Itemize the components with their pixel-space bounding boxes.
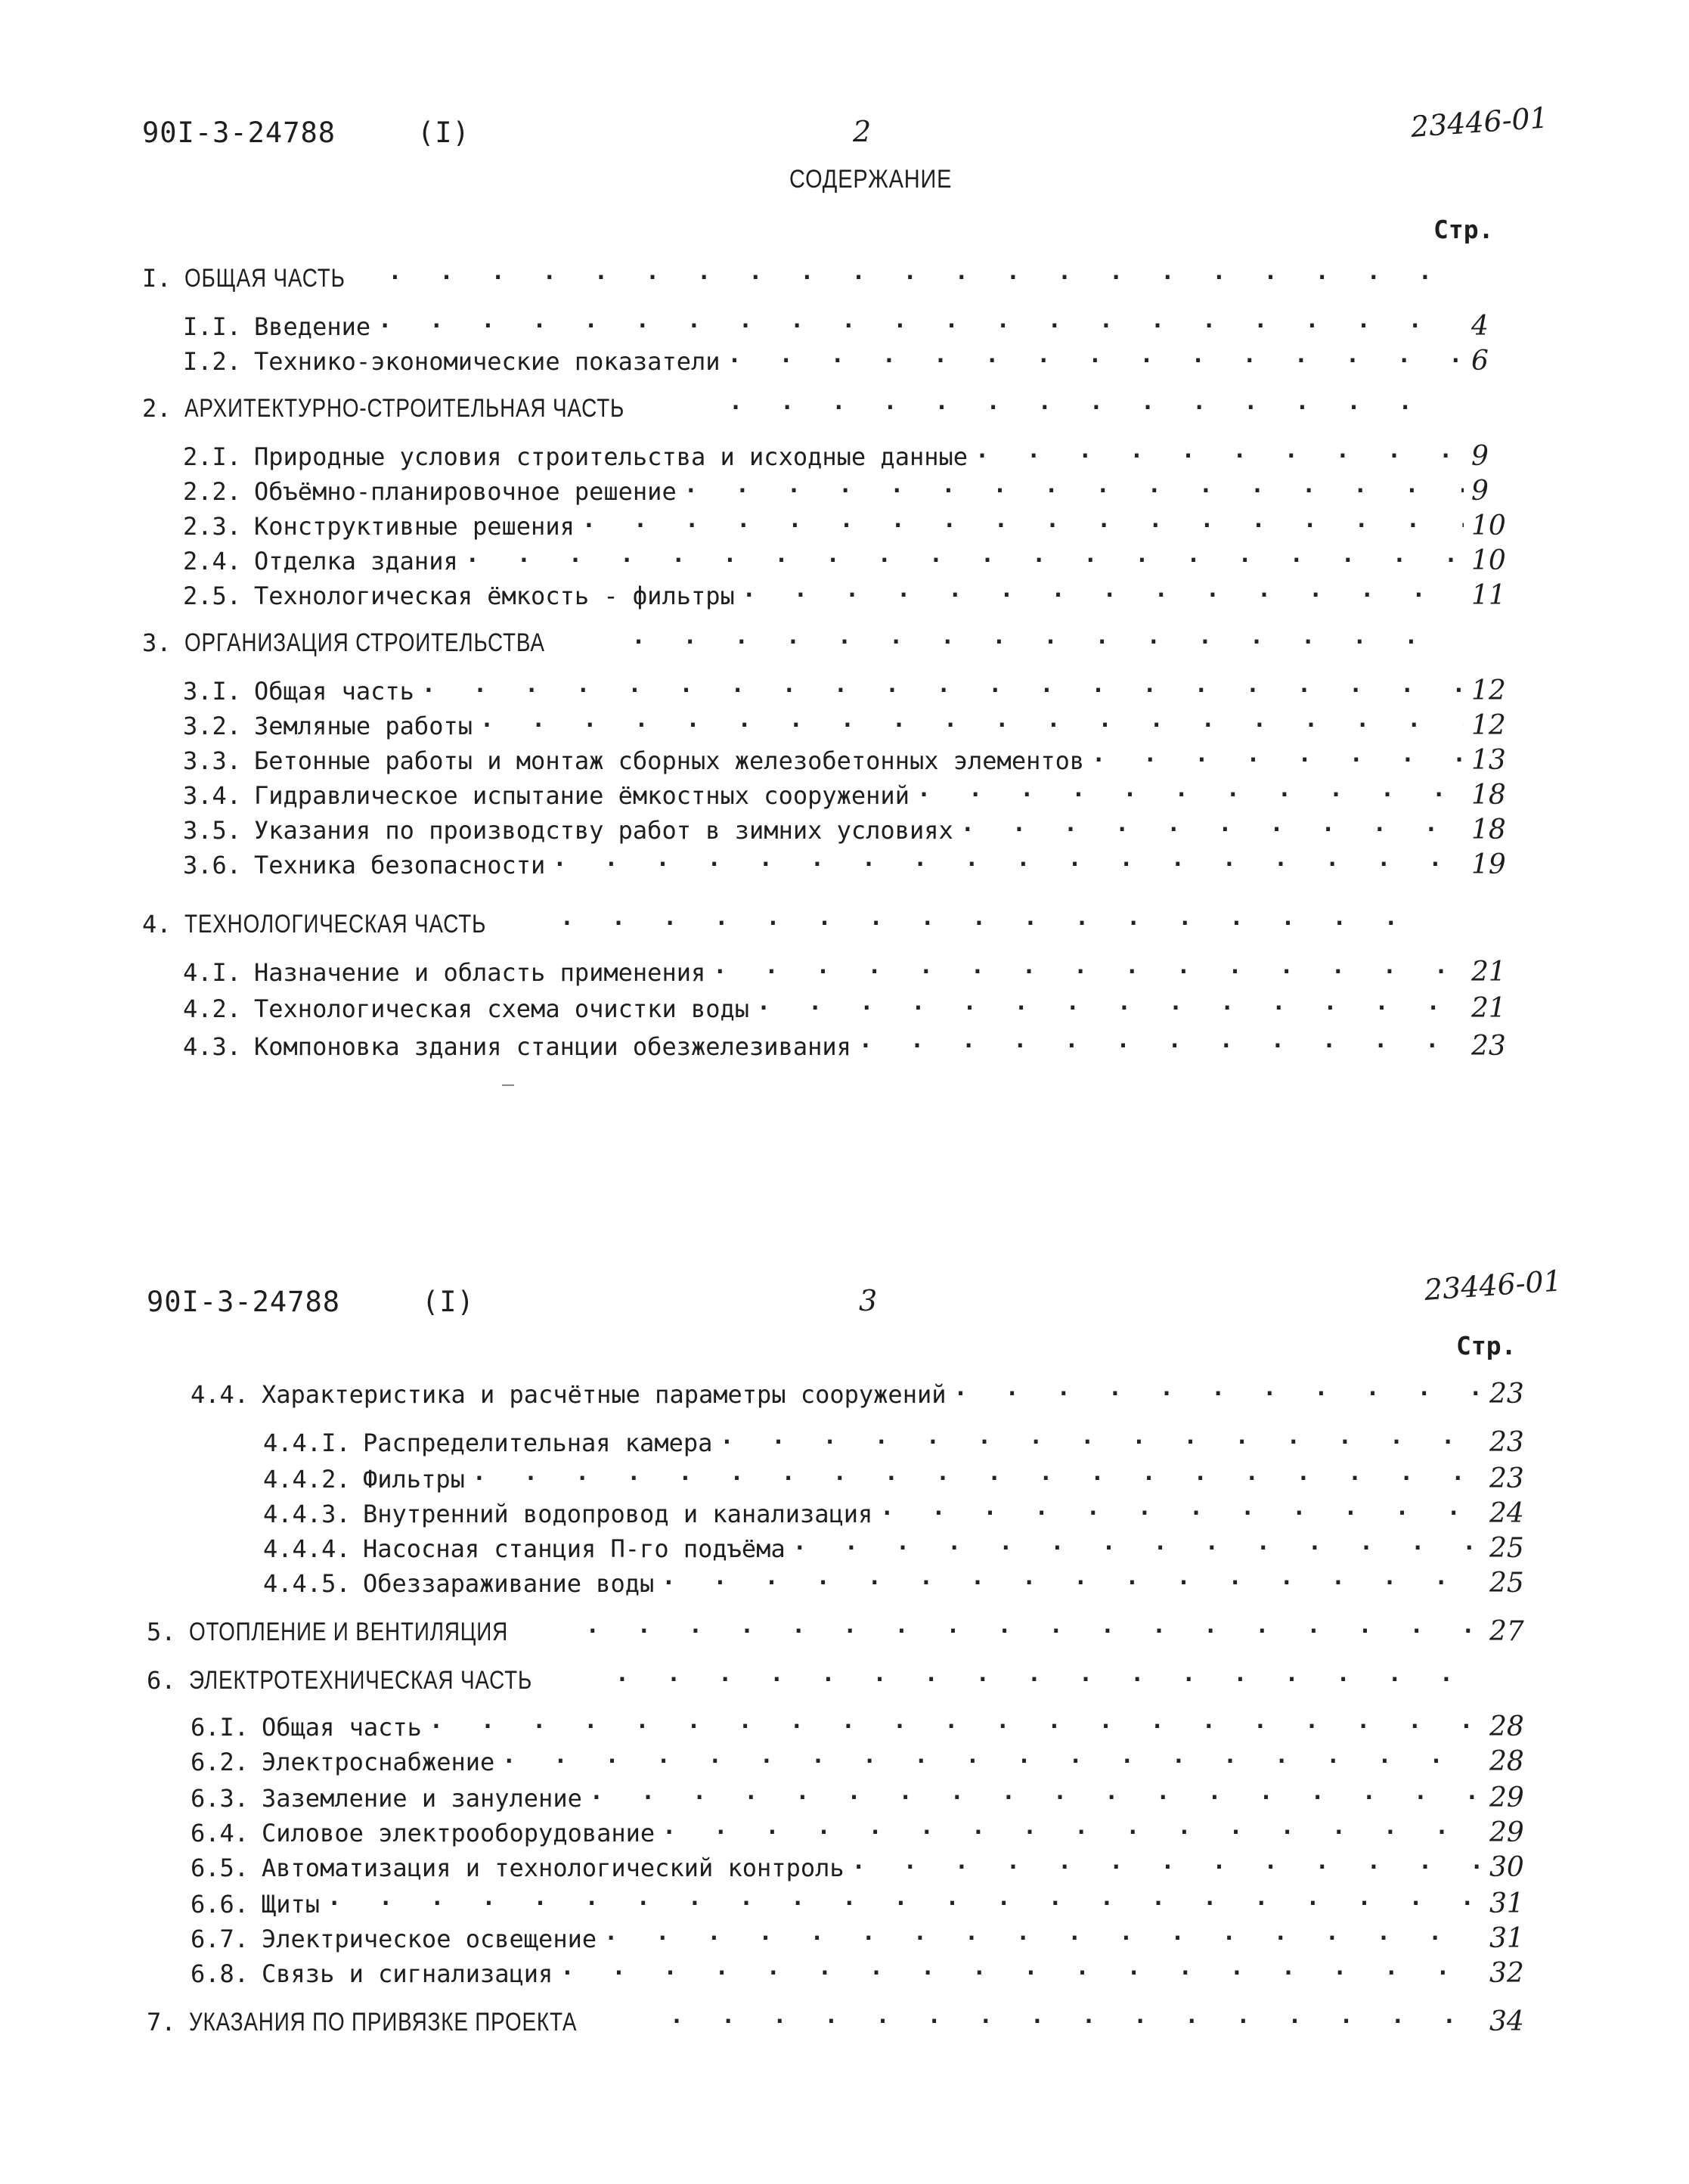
doc-code: 90I-3-24788 bbox=[142, 116, 336, 149]
entry-number: 6.8. bbox=[191, 1959, 249, 1988]
dot-leader bbox=[859, 1030, 1464, 1063]
dot-leader bbox=[473, 1463, 1482, 1496]
entry-number: 6.5. bbox=[191, 1854, 249, 1882]
entry-page: 25 bbox=[1489, 1533, 1524, 1564]
dot-leader bbox=[662, 1567, 1482, 1600]
page-number: 2 bbox=[853, 115, 872, 148]
entry-title: Техника безопасности bbox=[254, 851, 546, 879]
dot-leader bbox=[742, 579, 1464, 613]
entry-number: 3.5. bbox=[183, 816, 242, 845]
toc-entry bbox=[191, 1888, 1523, 1921]
entry-number: 5. bbox=[147, 1618, 176, 1646]
toc-entry bbox=[191, 1378, 1523, 1411]
toc-entry bbox=[183, 848, 1505, 882]
dot-leader bbox=[662, 1816, 1482, 1850]
entry-title: Технологическая ёмкость - фильтры bbox=[254, 582, 735, 610]
toc-entry bbox=[191, 1922, 1523, 1956]
entry-page: 31 bbox=[1489, 1888, 1524, 1919]
toc-entry bbox=[263, 1567, 1523, 1600]
entry-page: 29 bbox=[1489, 1782, 1524, 1813]
toc-section bbox=[147, 1615, 1523, 1649]
entry-page: 13 bbox=[1471, 745, 1506, 776]
page-column-label: Стр. bbox=[1456, 1331, 1517, 1360]
toc-section bbox=[142, 262, 1473, 295]
dot-leader bbox=[1092, 744, 1464, 777]
dot-leader bbox=[560, 1957, 1482, 1990]
toc-entry bbox=[263, 1532, 1523, 1565]
entry-title: Общая часть bbox=[254, 677, 414, 706]
entry-page: 24 bbox=[1489, 1498, 1524, 1529]
entry-title: Отделка здания bbox=[254, 547, 458, 575]
entry-number: 2. bbox=[142, 394, 172, 423]
handwritten-stamp: 23446-01 bbox=[1423, 1264, 1563, 1307]
entry-title: Конструктивные решения bbox=[254, 512, 575, 541]
entry-title: ОТОПЛЕНИЕ И ВЕНТИЛЯЦИЯ bbox=[189, 1618, 509, 1646]
toc-section bbox=[142, 907, 1473, 941]
toc-section bbox=[142, 626, 1473, 659]
entry-title: Связь и сигнализация bbox=[262, 1959, 553, 1988]
entry-number: 4. bbox=[142, 910, 172, 938]
scan-mark bbox=[502, 1084, 514, 1086]
entry-title: Технологическая схема очистки воды bbox=[254, 994, 750, 1023]
entry-title: Силовое электрооборудование bbox=[262, 1819, 655, 1847]
toc-section bbox=[142, 392, 1473, 425]
entry-title: УКАЗАНИЯ ПО ПРИВЯЗКЕ ПРОЕКТА bbox=[189, 2008, 578, 2037]
dot-leader bbox=[631, 626, 1432, 659]
dot-leader bbox=[615, 1664, 1482, 1697]
entry-number: 2.I. bbox=[183, 442, 242, 471]
dot-leader bbox=[560, 907, 1432, 941]
entry-title: Насосная станция П-го подъёма bbox=[363, 1534, 786, 1563]
entry-number: 6.2. bbox=[191, 1748, 249, 1776]
dot-leader bbox=[604, 1922, 1482, 1956]
toc-entry bbox=[183, 779, 1505, 812]
entry-title: Введение bbox=[254, 312, 371, 341]
dot-leader bbox=[502, 1745, 1482, 1779]
entry-number: 4.I. bbox=[183, 958, 242, 987]
entry-number: 2.5. bbox=[183, 582, 242, 610]
toc-entry bbox=[183, 1030, 1505, 1063]
dot-leader bbox=[729, 392, 1432, 425]
entry-page: 23 bbox=[1489, 1379, 1524, 1410]
dot-leader bbox=[388, 262, 1432, 295]
dot-leader bbox=[917, 779, 1464, 812]
entry-title: Электрическое освещение bbox=[262, 1925, 597, 1953]
entry-title: Бетонные работы и монтаж сборных железобетонных элементов bbox=[254, 746, 1085, 775]
dot-leader bbox=[466, 544, 1464, 578]
dot-leader bbox=[961, 814, 1464, 847]
toc-entry bbox=[183, 544, 1505, 578]
entry-number: 2.3. bbox=[183, 512, 242, 541]
toc-entry bbox=[191, 1816, 1523, 1850]
entry-number: 7. bbox=[147, 2008, 176, 2037]
entry-page: 28 bbox=[1489, 1711, 1524, 1742]
entry-title: ТЕХНОЛОГИЧЕСКАЯ ЧАСТЬ bbox=[184, 910, 487, 938]
toc-entry bbox=[191, 1851, 1523, 1885]
entry-page: 19 bbox=[1471, 849, 1506, 880]
volume-label: (I) bbox=[417, 116, 470, 149]
dot-leader bbox=[429, 1711, 1482, 1744]
entry-title: Указания по производству работ в зимних условиях bbox=[254, 816, 953, 845]
entry-page: 10 bbox=[1471, 545, 1506, 576]
entry-page: 21 bbox=[1471, 993, 1506, 1024]
entry-page: 23 bbox=[1489, 1463, 1524, 1494]
toc-section bbox=[147, 1664, 1523, 1697]
toc-entry bbox=[191, 1782, 1523, 1815]
entry-title: Гидравлическое испытание ёмкостных сооружений bbox=[254, 781, 910, 810]
entry-number: I.I. bbox=[183, 312, 242, 341]
entry-title: Технико-экономические показатели bbox=[254, 347, 721, 376]
entry-title: ЭЛЕКТРОТЕХНИЧЕСКАЯ ЧАСТЬ bbox=[189, 1666, 533, 1695]
entry-number: 6.3. bbox=[191, 1784, 249, 1813]
dot-leader bbox=[378, 310, 1464, 343]
dot-leader bbox=[553, 848, 1464, 882]
entry-number: 4.4.3. bbox=[263, 1500, 351, 1528]
toc-entry bbox=[183, 345, 1505, 378]
entry-page: 30 bbox=[1489, 1852, 1524, 1883]
entry-title: АРХИТЕКТУРНО-СТРОИТЕЛЬНАЯ ЧАСТЬ bbox=[184, 394, 625, 423]
entry-page: 23 bbox=[1471, 1031, 1506, 1062]
handwritten-stamp: 23446-01 bbox=[1409, 101, 1550, 144]
dot-leader bbox=[670, 2006, 1482, 2039]
toc-entry bbox=[183, 709, 1505, 743]
entry-number: 2.4. bbox=[183, 547, 242, 575]
toc-entry bbox=[183, 956, 1505, 989]
entry-number: 4.4.I. bbox=[263, 1429, 351, 1457]
toc-section bbox=[147, 2006, 1523, 2039]
entry-number: 3. bbox=[142, 628, 172, 657]
entry-page: 34 bbox=[1489, 2006, 1524, 2037]
toc-entry bbox=[263, 1426, 1523, 1460]
toc-entry bbox=[183, 814, 1505, 847]
dot-leader bbox=[422, 675, 1464, 708]
toc-entry bbox=[263, 1463, 1523, 1496]
entry-page: 10 bbox=[1471, 510, 1506, 541]
entry-title: Щиты bbox=[262, 1890, 321, 1919]
entry-page: 9 bbox=[1471, 441, 1489, 472]
entry-page: 12 bbox=[1471, 710, 1506, 741]
dot-leader bbox=[586, 1615, 1482, 1649]
entry-page: 32 bbox=[1489, 1958, 1524, 1989]
entry-number: 4.4. bbox=[191, 1380, 249, 1409]
dot-leader bbox=[720, 1426, 1482, 1460]
entry-title: Компоновка здания станции обезжелезивания bbox=[254, 1032, 851, 1061]
document-page-3 bbox=[0, 1092, 1689, 2184]
page-number: 3 bbox=[859, 1284, 878, 1317]
toc-entry bbox=[183, 510, 1505, 543]
dot-leader bbox=[880, 1497, 1482, 1531]
toc-entry bbox=[183, 675, 1505, 708]
entry-title: Характеристика и расчётные параметры сооружений bbox=[262, 1380, 947, 1409]
entry-number: 4.4.2. bbox=[263, 1465, 351, 1494]
entry-number: 2.2. bbox=[183, 477, 242, 506]
dot-leader bbox=[684, 475, 1464, 508]
volume-label: (I) bbox=[422, 1286, 475, 1318]
entry-page: 6 bbox=[1471, 346, 1489, 377]
toc-entry bbox=[183, 440, 1505, 473]
entry-title: Назначение и область применения bbox=[254, 958, 706, 987]
entry-title: Заземление и зануление bbox=[262, 1784, 582, 1813]
entry-page: 18 bbox=[1471, 814, 1506, 845]
entry-title: ОБЩАЯ ЧАСТЬ bbox=[184, 264, 346, 293]
entry-title: Обеззараживание воды bbox=[363, 1569, 655, 1598]
entry-number: I.2. bbox=[183, 347, 242, 376]
entry-page: 18 bbox=[1471, 780, 1506, 811]
entry-number: 4.4.5. bbox=[263, 1569, 351, 1598]
entry-page: 12 bbox=[1471, 675, 1506, 706]
page-title: СОДЕРЖАНИЕ bbox=[789, 165, 953, 194]
entry-page: 25 bbox=[1489, 1568, 1524, 1599]
entry-page: 29 bbox=[1489, 1817, 1524, 1848]
toc-entry bbox=[183, 579, 1505, 613]
entry-title: Фильтры bbox=[363, 1465, 465, 1494]
entry-number: 3.2. bbox=[183, 712, 242, 740]
toc-entry bbox=[183, 310, 1505, 343]
dot-leader bbox=[327, 1888, 1482, 1921]
entry-number: 6.7. bbox=[191, 1925, 249, 1953]
entry-page: 21 bbox=[1471, 957, 1506, 988]
entry-page: 11 bbox=[1471, 580, 1506, 611]
toc-entry bbox=[263, 1497, 1523, 1531]
entry-number: 6.I. bbox=[191, 1713, 249, 1742]
entry-title: Природные условия строительства и исходные данные bbox=[254, 442, 968, 471]
dot-leader bbox=[480, 709, 1464, 743]
toc-entry bbox=[191, 1745, 1523, 1779]
dot-leader bbox=[852, 1851, 1482, 1885]
entry-number: 6. bbox=[147, 1666, 176, 1695]
entry-page: 4 bbox=[1471, 311, 1489, 342]
entry-title: Внутренний водопровод и канализация bbox=[363, 1500, 873, 1528]
entry-title: Объёмно-планировочное решение bbox=[254, 477, 677, 506]
dot-leader bbox=[582, 510, 1464, 543]
dot-leader bbox=[793, 1532, 1482, 1565]
entry-number: 3.I. bbox=[183, 677, 242, 706]
dot-leader bbox=[757, 992, 1464, 1025]
entry-page: 31 bbox=[1489, 1923, 1524, 1954]
dot-leader bbox=[713, 956, 1464, 989]
entry-page: 23 bbox=[1489, 1427, 1524, 1458]
entry-number: 3.4. bbox=[183, 781, 242, 810]
dot-leader bbox=[728, 345, 1464, 378]
toc-entry bbox=[183, 475, 1505, 508]
entry-number: 4.4.4. bbox=[263, 1534, 351, 1563]
toc-entry bbox=[191, 1957, 1523, 1990]
entry-page: 28 bbox=[1489, 1746, 1524, 1777]
entry-number: 3.6. bbox=[183, 851, 242, 879]
entry-title: Электроснабжение bbox=[262, 1748, 495, 1776]
entry-title: Общая часть bbox=[262, 1713, 422, 1742]
entry-number: I. bbox=[142, 264, 172, 293]
entry-page: 9 bbox=[1471, 476, 1489, 507]
entry-title: Автоматизация и технологический контроль bbox=[262, 1854, 844, 1882]
entry-title: Земляные работы bbox=[254, 712, 473, 740]
toc-entry bbox=[191, 1711, 1523, 1744]
entry-number: 4.2. bbox=[183, 994, 242, 1023]
doc-code: 90I-3-24788 bbox=[147, 1286, 341, 1318]
dot-leader bbox=[975, 440, 1464, 473]
dot-leader bbox=[590, 1782, 1482, 1815]
entry-title: ОРГАНИЗАЦИЯ СТРОИТЕЛЬСТВА bbox=[184, 628, 545, 657]
dot-leader bbox=[953, 1378, 1482, 1411]
toc-entry bbox=[183, 744, 1505, 777]
toc-entry bbox=[183, 992, 1505, 1025]
entry-title: Распределительная камера bbox=[363, 1429, 713, 1457]
page-column-label: Стр. bbox=[1433, 215, 1494, 244]
entry-number: 6.6. bbox=[191, 1890, 249, 1919]
entry-number: 6.4. bbox=[191, 1819, 249, 1847]
entry-page: 27 bbox=[1489, 1616, 1524, 1647]
entry-number: 4.3. bbox=[183, 1032, 242, 1061]
entry-number: 3.3. bbox=[183, 746, 242, 775]
